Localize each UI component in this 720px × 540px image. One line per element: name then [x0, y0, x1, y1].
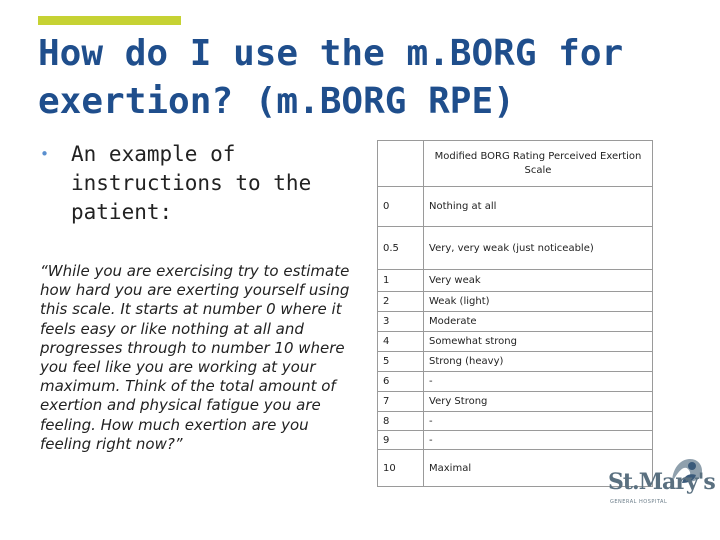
scale-label: Somewhat strong: [424, 332, 653, 352]
table-row: [378, 292, 653, 312]
instruction-quote: “While you are exercising try to estimate how hard you are exerting yourself using this scale. It starts at number 0 where it feels easy or like nothing at all and progresses through to number 10 where you feel like you are working at your maximum. Think of the total amount of exertion and physical fatigue you are feeling. How much exertion are you feeling right now?”: [40, 262, 350, 453]
scale-value: 3: [378, 312, 424, 332]
table-row: [378, 270, 653, 292]
scale-label: Very, very weak (just noticeable): [424, 227, 653, 270]
accent-bar: [38, 16, 181, 25]
scale-label: Weak (light): [424, 292, 653, 312]
table-header-row: [378, 141, 653, 187]
scale-value: 9: [378, 431, 424, 450]
table-row: [378, 372, 653, 392]
bullet-text: An example of instructions to the patient:: [71, 142, 312, 224]
table-row: [378, 431, 653, 450]
scale-value: 1: [378, 270, 424, 292]
table-row: [378, 332, 653, 352]
table-row: [378, 352, 653, 372]
st-marys-logo: [608, 455, 715, 513]
scale-value: 8: [378, 412, 424, 431]
scale-label: -: [424, 431, 653, 450]
scale-label: -: [424, 372, 653, 392]
scale-label: Maximal: [424, 450, 653, 487]
logo-subtitle: GENERAL HOSPITAL: [610, 499, 668, 505]
scale-label: Very Strong: [424, 392, 653, 412]
scale-value: 10: [378, 450, 424, 487]
scale-value: 5: [378, 352, 424, 372]
slide-title: How do I use the m.BORG for exertion? (m.BORG RPE): [38, 33, 624, 122]
scale-value: 7: [378, 392, 424, 412]
scale-label: Moderate: [424, 312, 653, 332]
table-row: [378, 227, 653, 270]
borg-scale-table: [377, 140, 653, 487]
scale-label: Nothing at all: [424, 187, 653, 227]
scale-value: 6: [378, 372, 424, 392]
header-empty-cell: [378, 141, 424, 187]
scale-label: Very weak: [424, 270, 653, 292]
table-row: [378, 412, 653, 431]
table-row: [378, 392, 653, 412]
scale-value: 0.5: [378, 227, 424, 270]
scale-value: 4: [378, 332, 424, 352]
table-row: [378, 312, 653, 332]
scale-label: Strong (heavy): [424, 352, 653, 372]
table-row: [378, 187, 653, 227]
bullet-point: [40, 140, 340, 227]
scale-value: 2: [378, 292, 424, 312]
scale-label: -: [424, 412, 653, 431]
scale-value: 0: [378, 187, 424, 227]
bullet-icon: •: [40, 145, 50, 163]
logo-name: St.Mary's: [608, 469, 715, 495]
table-header: Modified BORG Rating Perceived Exertion Scale: [424, 141, 653, 187]
